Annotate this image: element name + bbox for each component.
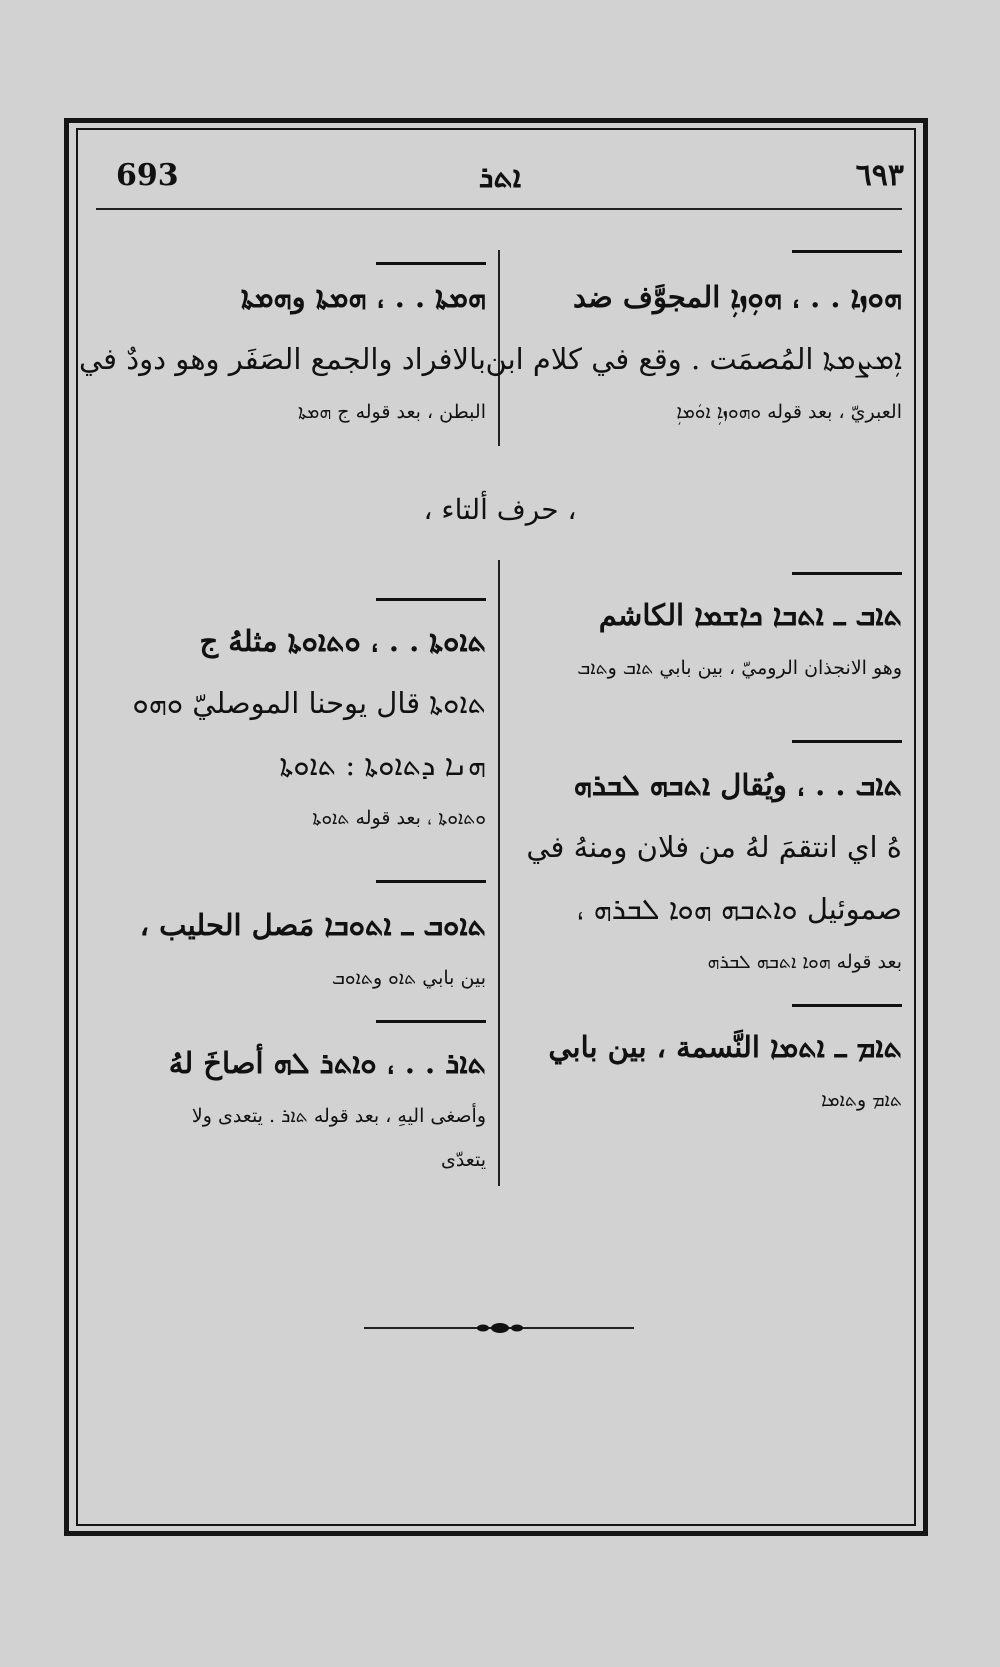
column-divider-bottom	[498, 560, 500, 1186]
entry-left-3	[96, 894, 486, 1000]
entry-line: هُ اي انتقمَ لهُ من فلان ومنهُ في	[526, 830, 902, 864]
entry-headword-line: ܬܐܒ ـ ܐܬܒܐ ܟܐܫܡܐ الكاشم	[598, 598, 902, 632]
entry-line: ܘܬܐܘܬܐ ، بعد قوله ܬܐܘܬܐ	[312, 807, 486, 829]
entry-line: يتعدّى	[440, 1149, 486, 1171]
entry-rule	[376, 598, 486, 601]
entry-headword-line: ܗܘܙܐ . . ، ܗܘܼܙܐܼ المجوَّف ضد	[572, 280, 902, 314]
entry-rule	[376, 880, 486, 883]
entry-line: بين بابي ܬܐܘ وܬܐܘܒ	[331, 967, 486, 989]
entry-headword-line: ܬܐܒ . . ، ويُقال ܐܬܒܗ ܠܒܪܗ	[573, 768, 902, 802]
entry-rule	[792, 1004, 902, 1007]
entry-line: وأصغى اليهِ ، بعد قوله ܬܐܪ . يتعدى ولا	[191, 1105, 486, 1127]
header-rule	[96, 208, 902, 210]
entry-rule	[792, 250, 902, 253]
entry-line: بالافراد والجمع الصَفَر وهو دودٌ في	[78, 342, 486, 376]
entry-line: ܗܢܐ ܕܬܐܘܬܐ : ܬܐܘܬܐ	[279, 748, 486, 782]
entry-headword-line: ܬܐܪ . . ، ܘܐܬܪ ܠܗ أصاخَ لهُ	[168, 1046, 486, 1080]
entry-line: ܐܼܡܨܡܬܐ المُصمَت . وقع في كلام ابن	[485, 342, 902, 376]
entry-right-2	[512, 584, 902, 690]
entry-rule	[376, 1020, 486, 1023]
page-number-arabic: ٦٩٣	[855, 158, 904, 193]
entry-headword-line: ܬܐܘܬܐ . . ، ܘܬܐܘܬܐ مثلهُ ج	[199, 624, 486, 658]
entry-line: وهو الانجذان الروميّ ، بين بابي ܬܐܒ وܬܐܒ	[577, 657, 902, 679]
entry-line: البطن ، بعد قوله ج ܗܡܬܐ	[297, 401, 486, 423]
entry-rule	[376, 262, 486, 265]
entry-right-3	[512, 754, 902, 984]
entry-headword-line: ܬܐܘܒ ـ ܐܬܘܒܐ مَصل الحليب ،	[139, 908, 486, 942]
entry-left-4	[96, 1032, 486, 1182]
entry-left-1	[78, 266, 486, 434]
entry-right-1	[485, 266, 902, 434]
section-heading: ، حرف ألتاء ،	[423, 493, 577, 526]
end-ornament-icon	[470, 1319, 530, 1337]
entry-line: بعد قوله ܗܘܐ ܐܬܒܗ ܠܒܪܗ	[707, 951, 902, 973]
entry-headword-line: ܬܐܡ ـ ܐܬܡܐ النَّسمة ، بين بابي	[548, 1030, 902, 1064]
page-number-latin: 693	[116, 158, 179, 193]
entry-rule	[792, 572, 902, 575]
entry-line: العبريّ ، بعد قوله ܘܗܘܙܐܼ ܐܘܿܡܐܼ	[676, 401, 902, 423]
running-title: ܐܬܪ	[478, 160, 522, 195]
entry-line: ܬܐܡ وܬܐܡܐ	[821, 1089, 902, 1111]
entry-line: صموئيل ܘܐܬܒܗ ܗܘܐ ܠܒܪܗ ،	[576, 892, 902, 926]
entry-left-2	[96, 610, 486, 840]
entry-headword-line: ܗܡܬܐ . . ، ܗܡܬܐ وܗܡܬܐ	[240, 280, 486, 314]
entry-line: ܬܐܘܬܐ قال يوحنا الموصليّ ܘܗܘ	[132, 686, 486, 720]
entry-right-4	[512, 1016, 902, 1122]
entry-rule	[792, 740, 902, 743]
